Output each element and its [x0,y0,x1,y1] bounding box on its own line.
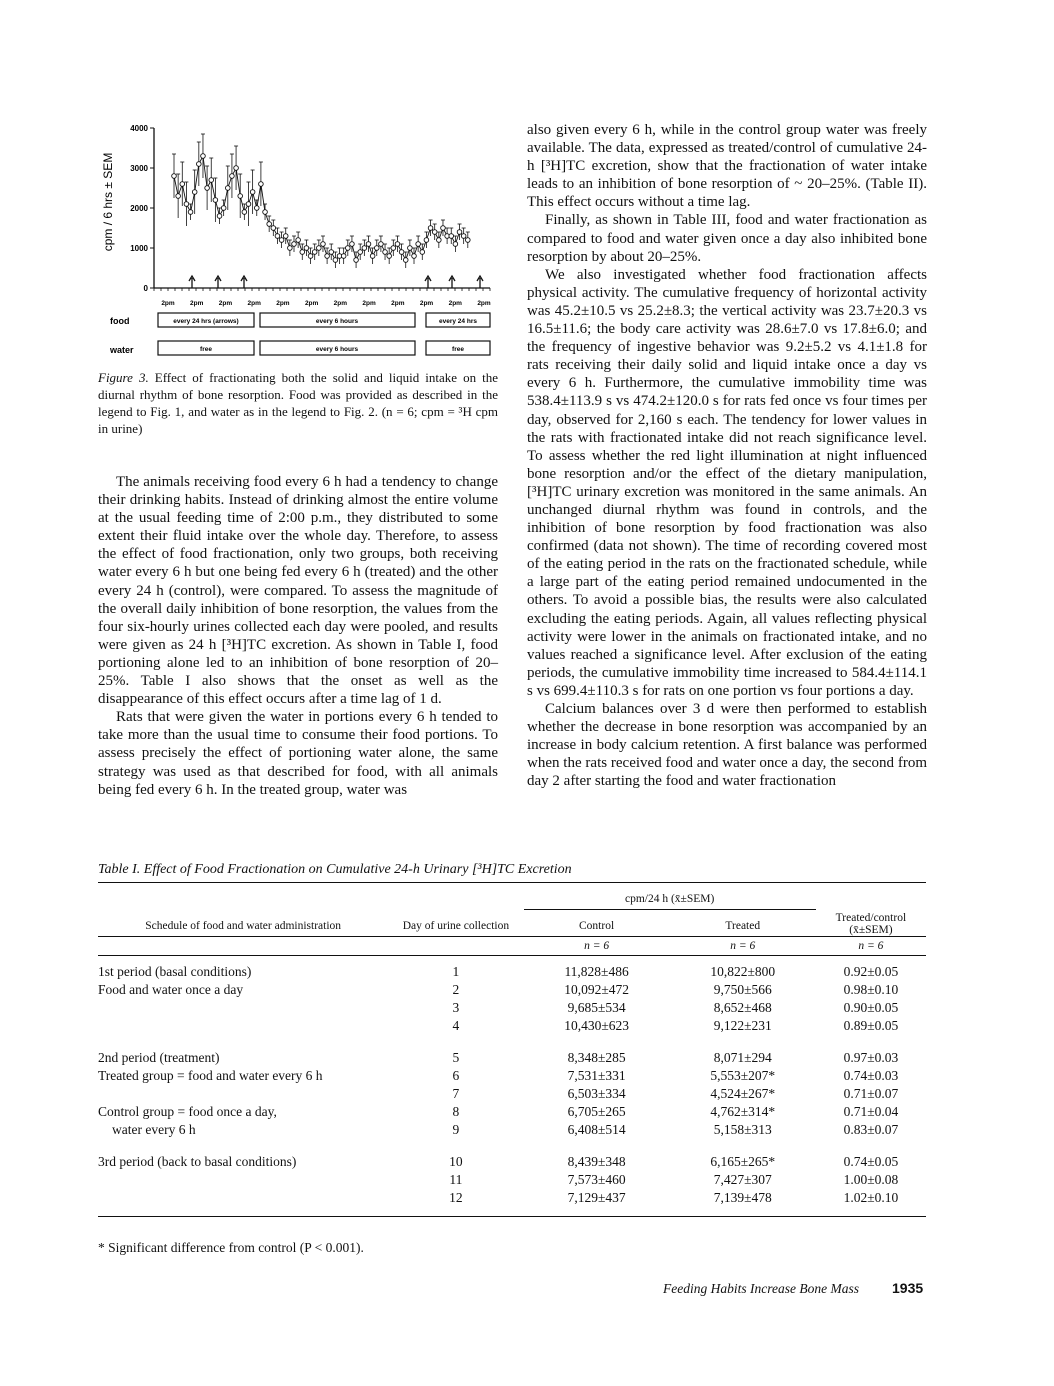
cell-label: Treated group = food and water every 6 h [98,1067,323,1083]
cell-day: 10 [449,1153,463,1169]
cell-control: 11,828±486 [564,963,629,979]
cell-day: 4 [452,1017,460,1033]
data-point [345,246,350,251]
page-number: 1935 [892,1280,924,1296]
data-point [362,246,367,251]
paragraph: Finally, as shown in Table III, food and water fractionation as compared to food and water given once a day also inhibited bone resorption by about 20–25%. [527,212,927,265]
x-tick-label: 2pm [276,300,290,307]
table-title: Table I. Effect of Food Fractionation on Cumulative 24-h Urinary [³H]TC Excretion [98,862,572,877]
cell-label [98,1188,388,1206]
data-point [230,174,235,179]
x-tick-label: 2pm [391,300,405,307]
data-point [412,254,417,259]
cell-control: 10,092±472 [564,981,629,997]
col-ratio: Treated/control (x̄±SEM) [835,911,907,936]
y-axis-label: cpm / 6 hrs ± SEM [101,152,115,252]
data-point [350,242,355,247]
feeding-arrow [215,276,221,288]
cell-day: 12 [449,1189,463,1205]
x-tick-label: 2pm [190,300,204,307]
data-point [184,202,189,207]
table-row [98,1138,926,1170]
feeding-arrow [241,276,247,288]
cell-control: 6,408±514 [567,1121,626,1137]
water-box-2: every 6 hours [315,346,359,353]
data-point [395,242,400,247]
right-column [527,121,927,790]
y-tick-label: 1000 [130,244,148,253]
cell-control: 7,531±331 [567,1067,626,1083]
paragraph: Rats that were given the water in portions every 6 h tended to take more than the usual time to consume their food portions. To assess precisely the effect of portioning water alone, the same strategy was used as that described for food, with all animals being fed every 6 h. In the treated group, water was [98,709,498,798]
cell-control: 9,685±534 [567,999,626,1015]
feeding-arrow [449,276,455,288]
data-point [457,230,462,235]
data-point [246,202,251,207]
cell-ratio: 0.83±0.07 [843,1121,899,1137]
cell-ratio: 0.90±0.05 [843,999,899,1015]
data-point [254,206,259,211]
data-point [213,198,218,203]
figure-caption-label: Figure 3. [98,370,149,385]
cell-ratio: 0.71±0.04 [843,1103,899,1119]
data-point [180,182,185,187]
data-point [420,250,425,255]
data-point [188,210,193,215]
data-point [379,242,384,247]
cell-treated: 7,427±307 [713,1171,772,1187]
n-control: n = 6 [524,936,670,955]
x-tick-label: 2pm [247,300,261,307]
cell-treated: 5,158±313 [713,1121,772,1137]
data-point [304,246,309,251]
cell-ratio: 0.74±0.05 [843,1153,899,1169]
data-point [461,234,466,239]
data-point [197,162,202,167]
data-point [321,242,326,247]
cell-ratio: 0.97±0.03 [843,1049,899,1065]
y-tick-label: 3000 [130,164,148,173]
cell-day: 6 [452,1067,460,1083]
cell-label: Food and water once a day [98,981,244,997]
cell-ratio: 0.74±0.03 [843,1067,899,1083]
cell-day: 7 [452,1085,460,1101]
col-control: Control [579,919,615,932]
data-point [358,250,363,255]
food-box-2: every 6 hours [315,318,359,325]
cell-treated: 4,524±267* [710,1085,776,1101]
feeding-arrow [425,276,431,288]
cell-day: 1 [452,963,460,979]
data-point [271,226,276,231]
data-point [209,178,214,183]
figure-3-chart [92,110,502,360]
left-column [98,473,498,799]
table-footnote: * Significant difference from control (P < 0.001). [98,1240,364,1255]
cell-label [98,1170,388,1188]
table-row [98,1034,926,1066]
data-point [453,242,458,247]
cell-control: 8,439±348 [567,1153,626,1169]
col-day: Day of urine collection [402,919,510,932]
header-group: cpm/24 h (x̄±SEM) [524,893,816,910]
water-box-1: free [200,346,212,353]
table-row [98,1120,926,1138]
cell-ratio: 0.71±0.07 [843,1085,899,1101]
table-row [98,1066,926,1084]
col-treated: Treated [725,919,761,932]
x-tick-label: 2pm [448,300,462,307]
feeding-arrow [477,276,483,288]
cell-label: 1st period (basal conditions) [98,963,252,979]
data-point [250,190,255,195]
cell-day: 8 [452,1103,460,1119]
cell-label: 2nd period (treatment) [98,1049,220,1065]
cell-label: Control group = food once a day, [98,1103,277,1119]
food-box-1: every 24 hrs (arrows) [173,318,239,325]
data-point [432,230,437,235]
data-point [296,238,301,243]
table-row [98,998,926,1016]
cell-day: 11 [449,1171,463,1187]
data-point [292,242,297,247]
cell-control: 7,573±460 [567,1171,626,1187]
data-point [383,250,388,255]
table-row [98,1016,926,1034]
cell-day: 5 [452,1049,460,1065]
series-line [172,134,470,268]
table-row [98,980,926,998]
cell-ratio: 0.92±0.05 [843,963,899,979]
paragraph: We also investigated whether food fractionation affects physical activity. The cumulative frequency of horizontal activity was 45.2±10.5 vs 25.2±8.3; the vertical activity was 23.7±20.3 vs 16.5±11.6; the body care activity was 28.6±7.0 vs 17.8±6.0; and the frequency of ingestive behavior was 9.2±5.2 vs 4.1±1.8 for rats receiving their daily solid and liquid intake once a day vs every 6 h. Furthermore, the cumulative immobility time was 538.4±113.9 s vs 474.2±120.0 s for rats fed once vs four times per day, observed for 2,160 s each. The tendency for lower values in the rats with fractionated intake did not reach significance level. To assess whether the red light illumination at night influenced bone resorption and/or the effect of the dietary manipulation, [³H]TC urinary excretion was monitored in the same animals. An unchanged diurnal rhythm was found in controls, and the inhibition of bone resorption by food fractionation was also confirmed (data not shown). The time of recording covered most of the eating period in the rats on the fractionated schedule, while a large part of the eating period remained undocumented in the others. To avoid a possible bias, the results were also calculated excluding the eating periods. Again, all values reflecting physical activity were lower in the animals on fractionated intake, and no values reached a significance level. After exclusion of the eating periods, the cumulative immobility time increased to 584.4±114.1 s vs 699.4±110.3 s for rats on one portion vs four portions a day. [527,266,927,699]
feeding-arrow [189,276,195,288]
table-row [98,962,926,980]
y-tick-label: 2000 [130,204,148,213]
food-box-3: every 24 hrs [439,318,477,325]
cell-treated: 8,652±468 [713,999,772,1015]
data-point [325,254,330,259]
data-point [317,246,322,251]
data-point [391,246,396,251]
cell-treated: 10,822±800 [710,963,776,979]
cell-control: 7,129±437 [567,1189,626,1205]
y-tick-label: 4000 [130,124,148,133]
cell-treated: 9,750±566 [713,981,772,997]
figure-caption-text: Effect of fractionating both the solid and liquid intake on the diurnal rhythm of bone resorption. Food was provided as described in the legend to Fig. 1, and water as in the legend to Fig. 2. (n = 6; cpm = ³H cpm in urine) [98,370,498,436]
cell-label [98,998,388,1016]
x-tick-label: 2pm [362,300,376,307]
data-point [416,242,421,247]
cell-treated: 8,071±294 [713,1049,772,1065]
paragraph: The animals receiving food every 6 h had a tendency to change their drinking habits. Instead of drinking almost the entire volume at the usual feeding time of 2:00 p.m., they distributed to some extent their fluid intake over the whole day. Therefore, to assess the effect of food fractionation, only two groups, both receiving water every 6 h but one being fed every 6 h (treated) and the other every 24 h (control), were compared. To assess the magnitude of the overall daily inhibition of bone resorption, the values from the four six-hourly urines collected each day were pooled, and results were given as 24 h [³H]TC excretion. As shown in Table I, food portioning alone led to an inhibition of bone resorption of 20–25%. Table I also shows that the onset as well as the disappearance of this effect occurs after a time lag of 1 d. [98,474,498,708]
data-point [341,254,346,259]
cell-day: 2 [452,981,460,997]
water-label: water [110,345,134,355]
table-row [98,1102,926,1120]
data-point [192,190,197,195]
paragraph: Calcium balances over 3 d were then performed to establish whether the decrease in bone resorption was accompanied by an increase in body calcium retention. A first balance was performed when the rats received food and water once a day, the second from day 2 after starting the food and water fractionation [527,701,927,790]
cell-control: 6,705±265 [567,1103,626,1119]
data-point [275,234,280,239]
data-point [288,246,293,251]
data-point [201,154,206,159]
data-point [267,222,272,227]
table-row [98,1170,926,1188]
data-point [441,226,446,231]
data-point [225,186,230,191]
cell-treated: 5,553±207* [710,1067,776,1083]
data-point [217,214,222,219]
data-point [238,194,243,199]
figure-caption [98,369,498,437]
data-point [387,254,392,259]
cell-label: water every 6 h [112,1121,196,1137]
x-tick-label: 2pm [161,300,175,307]
cell-day: 9 [452,1121,460,1137]
water-box-3: free [452,346,464,353]
table-row [98,1188,926,1206]
table-1 [98,882,926,1217]
data-point [399,250,404,255]
data-point [437,238,442,243]
x-tick-label: 2pm [419,300,434,307]
cell-ratio: 1.00±0.08 [843,1171,899,1187]
cell-day: 3 [452,999,460,1015]
data-point [333,258,338,263]
cell-ratio: 0.89±0.05 [843,1017,899,1033]
cell-control: 10,430±623 [564,1017,629,1033]
cell-label: 3rd period (back to basal conditions) [98,1153,297,1169]
data-point [176,194,181,199]
data-point [221,206,226,211]
data-point [370,254,375,259]
data-point [172,174,177,179]
cell-treated: 9,122±231 [713,1017,772,1033]
data-point [312,250,317,255]
data-point [308,254,313,259]
cell-label [98,1084,388,1102]
cell-control: 8,348±285 [567,1049,626,1065]
data-point [428,226,433,231]
data-point [205,186,210,191]
data-point [403,258,408,263]
x-tick-label: 2pm [477,300,491,307]
x-tick-label: 2pm [218,300,233,307]
cell-label [98,1016,388,1034]
data-point [354,258,359,263]
data-point [263,210,268,215]
data-point [466,238,471,243]
data-point [259,182,264,187]
data-point [366,242,371,247]
food-label: food [110,316,130,326]
paragraph: also given every 6 h, while in the control group water was freely available. The data, expressed as treated/control of cumulative 24-h [³H]TC excretion, show that the fractionation of water intake leads to an inhibition of bone resorption of ~ 20–25%. (Table II). This effect occurs without a time lag. [527,122,927,211]
x-tick-label: 2pm [333,300,348,307]
data-point [374,246,379,251]
data-point [300,250,305,255]
y-tick-label: 0 [143,284,148,293]
x-tick-label: 2pm [304,300,319,307]
data-point [329,250,334,255]
data-point [408,246,413,251]
col-schedule: Schedule of food and water administration [145,919,342,932]
cell-treated: 4,762±314* [710,1103,776,1119]
data-point [283,234,288,239]
data-point [242,210,247,215]
data-point [449,234,454,239]
data-point [234,166,239,171]
cell-treated: 7,139±478 [713,1189,772,1205]
running-head: Feeding Habits Increase Bone Mass [663,1281,859,1296]
cell-ratio: 1.02±0.10 [843,1189,899,1205]
n-ratio: n = 6 [816,936,926,955]
data-point [424,238,429,243]
cell-ratio: 0.98±0.10 [843,981,899,997]
table-row [98,1084,926,1102]
data-point [279,238,284,243]
cell-treated: 6,165±265* [710,1153,776,1169]
n-treated: n = 6 [670,936,816,955]
cell-control: 6,503±334 [567,1085,626,1101]
